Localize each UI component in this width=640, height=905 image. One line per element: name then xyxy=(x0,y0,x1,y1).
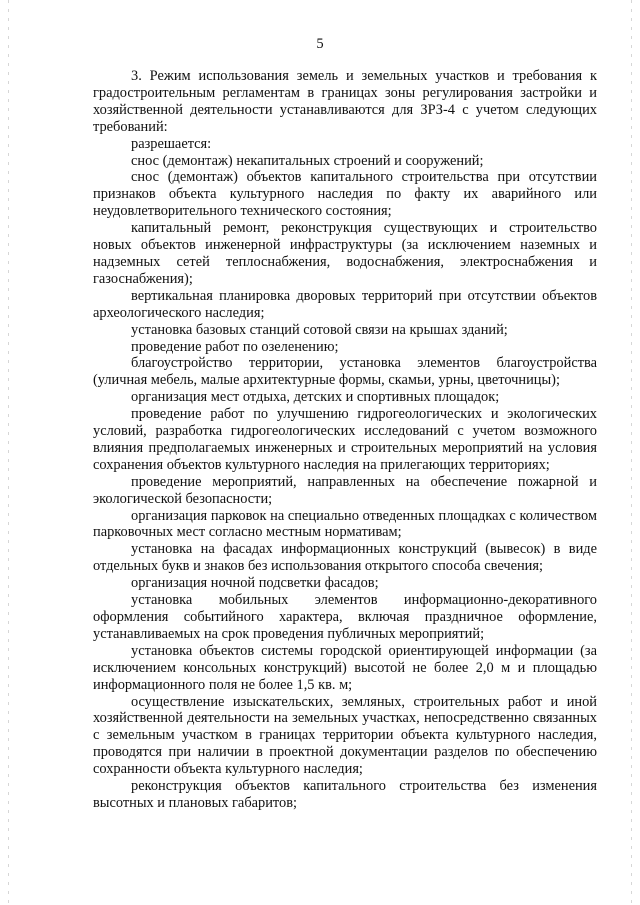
paragraph-item: установка на фасадах информационных конструкций (вывесок) в виде отдельных букв и знаков без использования открытого способа свечения; xyxy=(93,541,597,575)
scan-edge-right xyxy=(631,0,632,905)
document-body xyxy=(93,68,597,812)
paragraph-item: проведение работ по озеленению; xyxy=(131,338,339,355)
paragraph-item: капитальный ремонт, реконструкция существующих и строительство новых объектов инженерной инфраструктуры (за исключением наземных и надземных сетей теплоснабжения, водоснабжения, электроснабжения и газоснабжения); xyxy=(93,220,597,287)
paragraph-item: снос (демонтаж) объектов капитального строительства при отсутствии признаков объекта культурного наследия по факту их аварийного или неудовлетворительного технического состояния; xyxy=(93,169,597,220)
paragraph-item: организация мест отдыха, детских и спортивных площадок; xyxy=(131,389,500,406)
paragraph-item: проведение мероприятий, направленных на обеспечение пожарной и экологической безопасности; xyxy=(93,473,597,507)
paragraph-item: организация ночной подсветки фасадов; xyxy=(131,575,379,592)
paragraph-item: установка мобильных элементов информационно-декоративного оформления событийного характера, включая праздничное оформление, устанавливаемых на срок проведения публичных мероприятий; xyxy=(93,592,597,642)
paragraph-item: установка объектов системы городской ориентирующей информации (за исключением консольных конструкций) высотой не более 2,0 м и площадью информационного поля не более 1,5 кв. м; xyxy=(93,642,597,693)
paragraph-intro: 3. Режим использования земель и земельных участков и требования к градостроительным регламентам в границах зоны регулирования застройки и хозяйственной деятельности устанавливаются для ЗРЗ-4 с учетом следующих требований: xyxy=(93,68,597,135)
paragraph-item: осуществление изыскательских, земляных, строительных работ и иной хозяйственной деятельности на земельных участках, непосредственно связанных с земельным участком в границах территории объекта культурного наследия, проводятся при наличии в проектной документации разделов по обеспечению сохранности объекта культурного наследия; xyxy=(93,693,597,778)
paragraph-item: благоустройство территории, установка элементов благоустройства (уличная мебель, малые архитектурные формы, скамьи, урны, цветочницы); xyxy=(93,355,597,389)
paragraph-permitted-heading: разрешается: xyxy=(131,135,212,152)
scan-edge-left xyxy=(8,0,9,905)
paragraph-item: организация парковок на специально отведенных площадках с количеством парковочных мест согласно местным нормативам; xyxy=(93,507,597,541)
paragraph-item: проведение работ по улучшению гидрогеологических и экологических условий, разработка гидрогеологических исследований с учетом возможного влияния предполагаемых инженерных и строительных мероприятий на условия сохранения объектов культурного наследия на прилегающих территориях; xyxy=(93,406,597,473)
page-number: 5 xyxy=(316,36,324,52)
paragraph-item: установка базовых станций сотовой связи на крышах зданий; xyxy=(131,321,508,338)
paragraph-item: снос (демонтаж) некапитальных строений и сооружений; xyxy=(131,152,484,169)
paragraph-item: реконструкция объектов капитального строительства без изменения высотных и плановых габаритов; xyxy=(93,778,597,811)
paragraph-item: вертикальная планировка дворовых территорий при отсутствии объектов археологического наследия; xyxy=(93,287,597,321)
